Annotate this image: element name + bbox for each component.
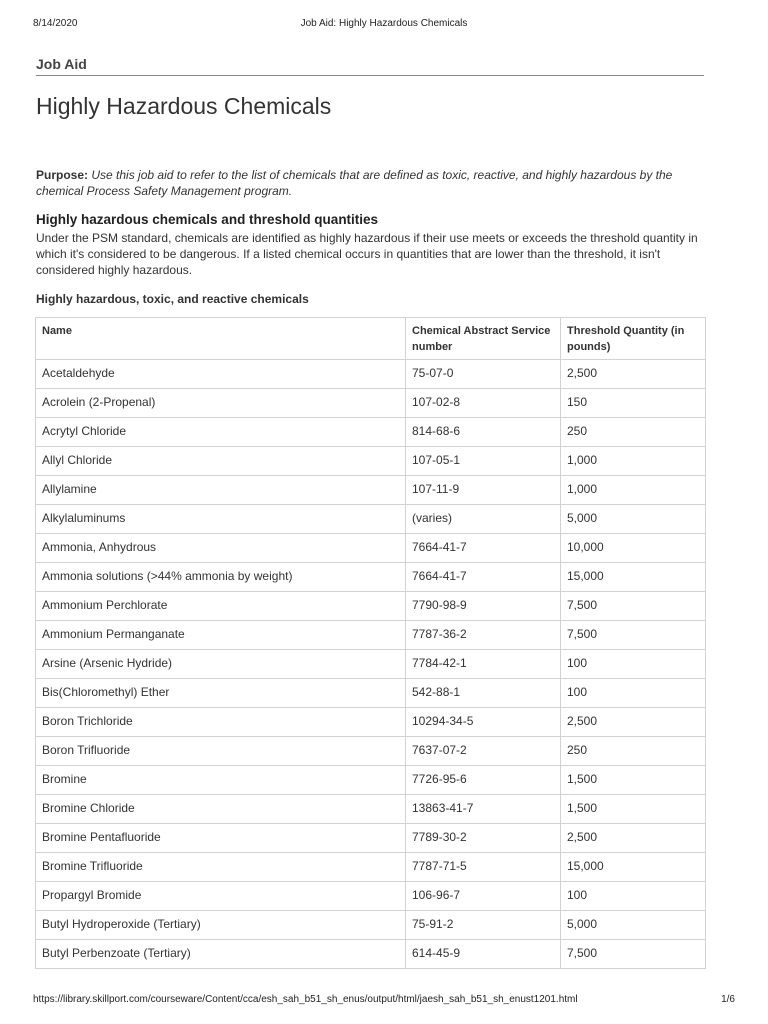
chemical-name-cell: Boron Trifluoride [36,737,406,766]
chemical-name-cell: Bis(Chloromethyl) Ether [36,679,406,708]
cas-number-cell: 10294-34-5 [406,708,561,737]
table-row [36,563,706,592]
threshold-quantity-cell: 2,500 [561,824,706,853]
print-date: 8/14/2020 [33,18,78,29]
threshold-quantity-cell: 15,000 [561,563,706,592]
cas-number-cell: 13863-41-7 [406,795,561,824]
header-name: Name [36,318,406,360]
table-title: Highly hazardous, toxic, and reactive chemicals [36,292,309,306]
header-cas-number: Chemical Abstract Service number [406,318,561,360]
table-row [36,418,706,447]
chemical-name-cell: Bromine Chloride [36,795,406,824]
chemical-name-cell: Arsine (Arsenic Hydride) [36,650,406,679]
chemical-name-cell: Alkylaluminums [36,505,406,534]
cas-number-cell: 814-68-6 [406,418,561,447]
cas-number-cell: 106-96-7 [406,882,561,911]
table-row [36,360,706,389]
chemical-name-cell: Ammonium Perchlorate [36,592,406,621]
purpose-text: Use this job aid to refer to the list of chemicals that are defined as toxic, reactive, and highly hazardous by the chemical Process Safety Management program. [36,168,673,198]
table-header-row [36,318,706,360]
cas-number-cell: 107-05-1 [406,447,561,476]
table-row [36,679,706,708]
table-row [36,795,706,824]
threshold-quantity-cell: 100 [561,882,706,911]
cas-number-cell: 107-02-8 [406,389,561,418]
table-row [36,505,706,534]
table-body [36,360,706,969]
threshold-quantity-cell: 1,500 [561,795,706,824]
table-row [36,621,706,650]
cas-number-cell: 7726-95-6 [406,766,561,795]
cas-number-cell: 7637-07-2 [406,737,561,766]
chemical-name-cell: Acetaldehyde [36,360,406,389]
print-footer [33,994,735,1008]
table-row [36,940,706,969]
table-row [36,447,706,476]
print-document-title: Job Aid: Highly Hazardous Chemicals [300,18,468,29]
threshold-quantity-cell: 250 [561,418,706,447]
table-row [36,476,706,505]
chemical-name-cell: Ammonia solutions (>44% ammonia by weight) [36,563,406,592]
chemical-name-cell: Ammonium Permanganate [36,621,406,650]
threshold-quantity-cell: 7,500 [561,940,706,969]
print-header [33,18,735,32]
threshold-quantity-cell: 150 [561,389,706,418]
table-row [36,737,706,766]
threshold-quantity-cell: 10,000 [561,534,706,563]
purpose-paragraph [36,167,704,199]
threshold-quantity-cell: 100 [561,650,706,679]
threshold-quantity-cell: 2,500 [561,360,706,389]
table-row [36,389,706,418]
section-title: Highly hazardous chemicals and threshold quantities [36,212,379,227]
section-body: Under the PSM standard, chemicals are identified as highly hazardous if their use meets or exceeds the threshold quantity in which it's considered to be dangerous. If a listed chemical occurs in quantities that are lower than the threshold, it isn't considered highly hazardous. [36,231,698,277]
chemical-name-cell: Acrolein (2-Propenal) [36,389,406,418]
header-threshold-quantity: Threshold Quantity (in pounds) [561,318,706,360]
chemical-name-cell: Boron Trichloride [36,708,406,737]
page-url: https://library.skillport.com/courseware/Content/cca/esh_sah_b51_sh_enus/output/html/jaesh_sah_b51_sh_enust1201.html [33,994,578,1005]
page-number: 1/6 [721,994,735,1005]
cas-number-cell: 7784-42-1 [406,650,561,679]
chemicals-table [35,317,706,969]
cas-number-cell: 542-88-1 [406,679,561,708]
threshold-quantity-cell: 1,000 [561,447,706,476]
chemical-name-cell: Ammonia, Anhydrous [36,534,406,563]
threshold-quantity-cell: 100 [561,679,706,708]
chemical-name-cell: Bromine Pentafluoride [36,824,406,853]
cas-number-cell: 75-91-2 [406,911,561,940]
threshold-quantity-cell: 1,000 [561,476,706,505]
table-row [36,534,706,563]
threshold-quantity-cell: 5,000 [561,911,706,940]
chemical-name-cell: Allylamine [36,476,406,505]
chemical-name-cell: Bromine Trifluoride [36,853,406,882]
threshold-quantity-cell: 7,500 [561,621,706,650]
chemical-name-cell: Propargyl Bromide [36,882,406,911]
threshold-quantity-cell: 7,500 [561,592,706,621]
chemical-name-cell: Butyl Hydroperoxide (Tertiary) [36,911,406,940]
table-row [36,766,706,795]
threshold-quantity-cell: 15,000 [561,853,706,882]
cas-number-cell: 7789-30-2 [406,824,561,853]
threshold-quantity-cell: 2,500 [561,708,706,737]
purpose-label: Purpose: [36,168,89,182]
threshold-quantity-cell: 1,500 [561,766,706,795]
cas-number-cell: 7787-36-2 [406,621,561,650]
threshold-quantity-cell: 5,000 [561,505,706,534]
table-row [36,911,706,940]
cas-number-cell: 614-45-9 [406,940,561,969]
threshold-quantity-cell: 250 [561,737,706,766]
table-row [36,853,706,882]
cas-number-cell: 7787-71-5 [406,853,561,882]
cas-number-cell: 7790-98-9 [406,592,561,621]
cas-number-cell: 7664-41-7 [406,563,561,592]
table-row [36,650,706,679]
table-row [36,824,706,853]
job-aid-eyebrow: Job Aid [36,56,704,76]
table-row [36,882,706,911]
chemical-name-cell: Butyl Perbenzoate (Tertiary) [36,940,406,969]
chemical-name-cell: Allyl Chloride [36,447,406,476]
cas-number-cell: 75-07-0 [406,360,561,389]
chemical-name-cell: Bromine [36,766,406,795]
cas-number-cell: (varies) [406,505,561,534]
cas-number-cell: 107-11-9 [406,476,561,505]
table-row [36,708,706,737]
cas-number-cell: 7664-41-7 [406,534,561,563]
chemical-name-cell: Acrytyl Chloride [36,418,406,447]
page-title: Highly Hazardous Chemicals [36,93,332,119]
table-row [36,592,706,621]
